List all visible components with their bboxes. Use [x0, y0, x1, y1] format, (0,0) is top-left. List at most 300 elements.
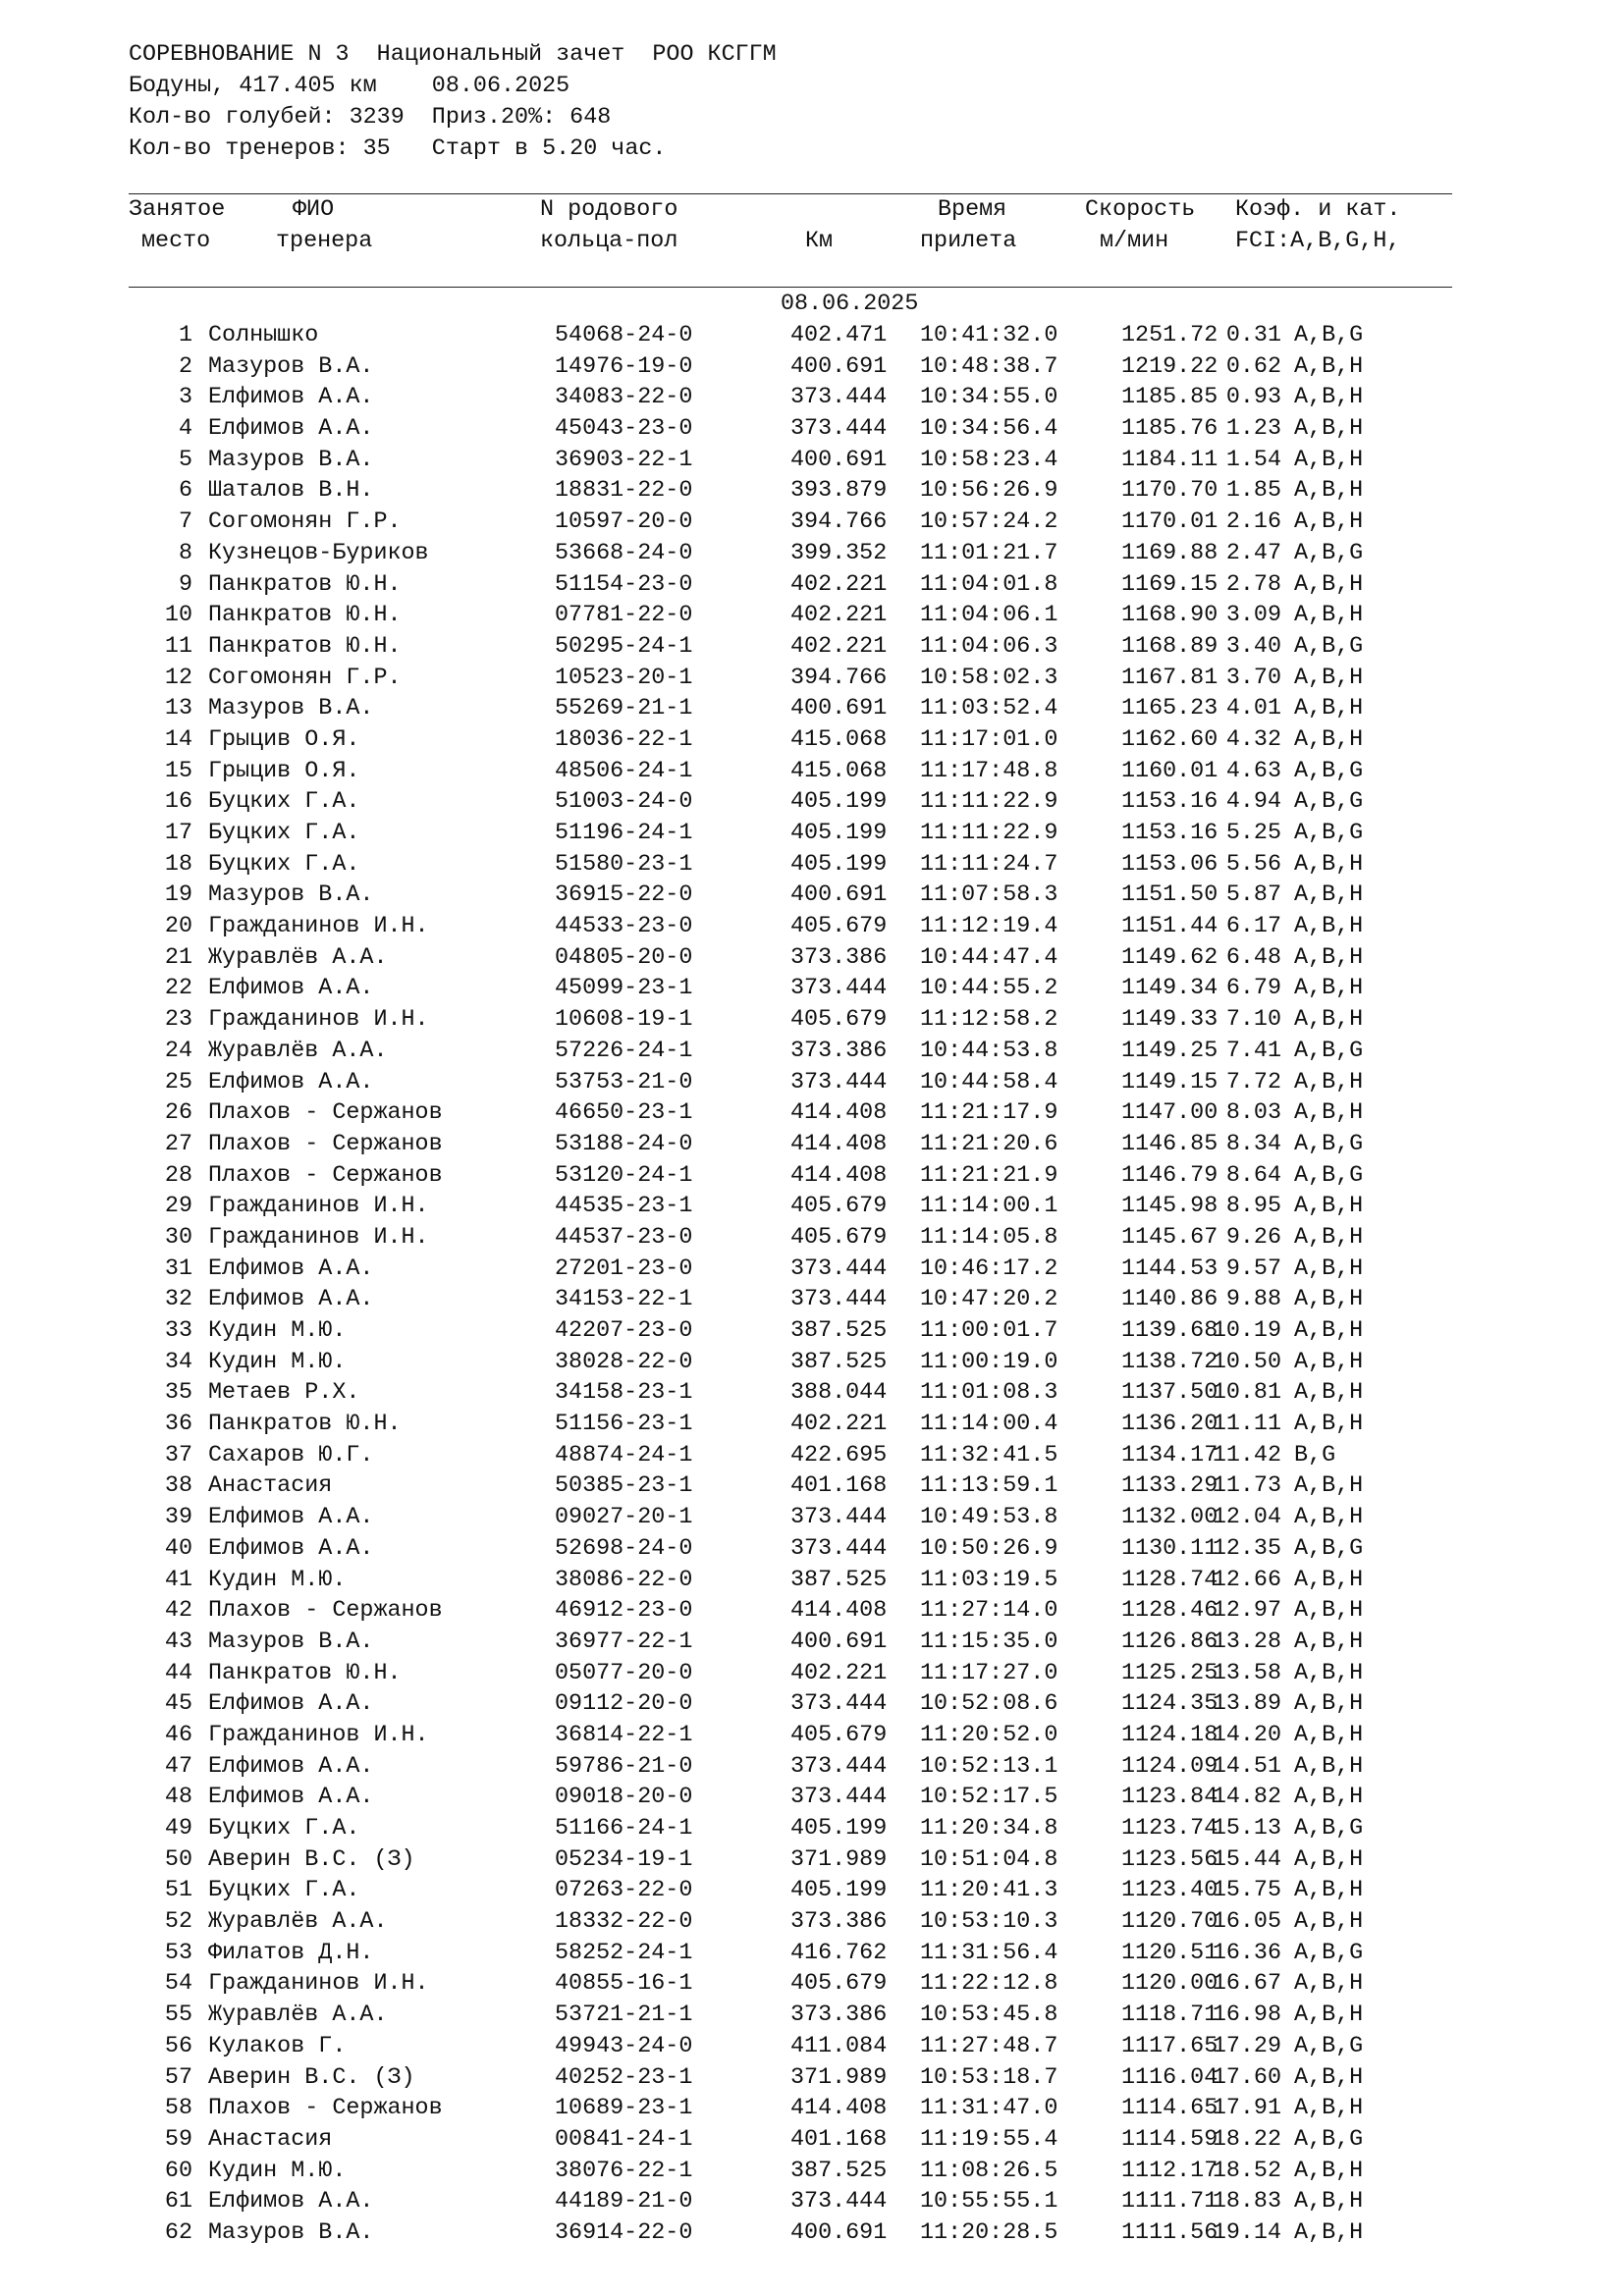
trainer-name-cell: Буцких Г.А. [208, 1878, 360, 1904]
place-cell: 48 [164, 1785, 192, 1811]
place-cell: 40 [164, 1535, 192, 1562]
trainer-name-cell: Гражданинов И.Н. [208, 1971, 429, 1998]
distance-cell: 402.221 [790, 1412, 888, 1438]
table-row [0, 881, 1624, 912]
distance-cell: 373.444 [790, 1785, 888, 1811]
table-row [0, 850, 1624, 881]
category-cell: A,B,H [1294, 2158, 1364, 2184]
ring-number-cell: 52698-24-0 [555, 1535, 693, 1562]
coefficient-cell: 4.32 [1225, 726, 1281, 753]
coefficient-cell: 9.26 [1225, 1224, 1281, 1251]
arrival-time-cell: 11:14:00.4 [920, 1412, 1058, 1438]
category-cell: A,B,H [1294, 416, 1364, 443]
category-cell: A,B,H [1294, 2189, 1364, 2216]
distance-cell: 387.525 [790, 1349, 888, 1375]
release-location-line: Бодуны, 417.405 км 08.06.2025 [129, 74, 570, 99]
speed-cell: 1123.56 [1121, 1846, 1218, 1873]
trainer-name-cell: Кудин М.Ю. [208, 1349, 347, 1375]
table-row [0, 507, 1624, 539]
ring-number-cell: 18036-22-1 [555, 726, 693, 753]
category-cell: A,B,H [1294, 1878, 1364, 1904]
trainer-name-cell: Анастасия [208, 2126, 333, 2153]
speed-cell: 1123.40 [1121, 1878, 1218, 1904]
arrival-time-cell: 11:01:21.7 [920, 540, 1058, 566]
trainer-name-cell: Буцких Г.А. [208, 821, 360, 846]
trainer-name-cell: Метаев Р.Х. [208, 1380, 360, 1407]
place-cell: 7 [178, 509, 192, 536]
coefficient-cell: 11.11 [1212, 1412, 1281, 1438]
coefficient-cell: 14.20 [1212, 1722, 1281, 1748]
distance-cell: 405.679 [790, 1194, 888, 1220]
category-cell: A,B,G [1294, 1131, 1364, 1157]
coefficient-cell: 6.79 [1225, 976, 1281, 1002]
ring-number-cell: 50295-24-1 [555, 633, 693, 660]
coefficient-cell: 15.75 [1212, 1878, 1281, 1904]
distance-cell: 373.444 [790, 1505, 888, 1531]
trainer-name-cell: Грыцив О.Я. [208, 726, 360, 753]
col-coef-1: Коэф. и кат. [1235, 197, 1401, 223]
category-cell: A,B,G [1294, 1535, 1364, 1562]
ring-number-cell: 44537-23-0 [555, 1224, 693, 1251]
category-cell: A,B,G [1294, 323, 1364, 348]
col-km: Км [805, 229, 834, 254]
place-cell: 54 [164, 1971, 192, 1998]
arrival-time-cell: 10:44:58.4 [920, 1069, 1058, 1095]
ring-number-cell: 48506-24-1 [555, 758, 693, 784]
place-cell: 31 [164, 1255, 192, 1282]
speed-cell: 1111.56 [1121, 2219, 1218, 2246]
distance-cell: 373.444 [790, 1069, 888, 1095]
category-cell: A,B,H [1294, 944, 1364, 971]
table-row [0, 1969, 1624, 2001]
table-row [0, 321, 1624, 352]
place-cell: 58 [164, 2096, 192, 2122]
place-cell: 27 [164, 1131, 192, 1157]
place-cell: 34 [164, 1349, 192, 1375]
category-cell: A,B,H [1294, 976, 1364, 1002]
category-cell: A,B,H [1294, 1753, 1364, 1780]
speed-cell: 1112.17 [1121, 2158, 1218, 2184]
trainer-name-cell: Филатов Д.Н. [208, 1940, 374, 1966]
place-cell: 19 [164, 882, 192, 909]
place-cell: 49 [164, 1816, 192, 1842]
category-cell: A,B,H [1294, 1971, 1364, 1998]
trainer-name-cell: Панкратов Ю.Н. [208, 1660, 402, 1686]
trainer-name-cell: Гражданинов И.Н. [208, 914, 429, 940]
table-row [0, 539, 1624, 570]
trainer-name-cell: Панкратов Ю.Н. [208, 633, 402, 660]
ring-number-cell: 14976-19-0 [555, 353, 693, 380]
coefficient-cell: 10.19 [1212, 1318, 1281, 1344]
trainer-name-cell: Елфимов А.А. [208, 1287, 374, 1313]
table-row [0, 2094, 1624, 2125]
distance-cell: 415.068 [790, 758, 888, 784]
table-row [0, 1471, 1624, 1503]
speed-cell: 1153.16 [1121, 821, 1218, 846]
coefficient-cell: 2.78 [1225, 571, 1281, 598]
ring-number-cell: 34158-23-1 [555, 1380, 693, 1407]
place-cell: 12 [164, 665, 192, 691]
category-cell: A,B,H [1294, 2219, 1364, 2246]
place-cell: 5 [178, 447, 192, 473]
category-cell: A,B,H [1294, 1069, 1364, 1095]
arrival-time-cell: 10:48:38.7 [920, 353, 1058, 380]
category-cell: A,B,H [1294, 726, 1364, 753]
arrival-time-cell: 11:11:24.7 [920, 851, 1058, 878]
coefficient-cell: 11.42 [1212, 1442, 1281, 1468]
date-separator [0, 289, 1624, 320]
place-cell: 9 [178, 571, 192, 598]
ring-number-cell: 07263-22-0 [555, 1878, 693, 1904]
speed-cell: 1162.60 [1121, 726, 1218, 753]
place-cell: 35 [164, 1380, 192, 1407]
arrival-time-cell: 11:14:05.8 [920, 1224, 1058, 1251]
category-cell: A,B,H [1294, 571, 1364, 598]
arrival-time-cell: 11:04:06.3 [920, 633, 1058, 660]
category-cell: A,B,H [1294, 1194, 1364, 1220]
category-cell: A,B,G [1294, 540, 1364, 566]
category-cell: A,B,H [1294, 914, 1364, 940]
category-cell: A,B,H [1294, 1007, 1364, 1034]
ring-number-cell: 53120-24-1 [555, 1162, 693, 1189]
category-cell: A,B,H [1294, 2064, 1364, 2091]
arrival-time-cell: 11:21:21.9 [920, 1162, 1058, 1189]
ring-number-cell: 51154-23-0 [555, 571, 693, 598]
ring-number-cell: 54068-24-0 [555, 323, 693, 348]
coefficient-cell: 4.94 [1225, 789, 1281, 816]
table-row [0, 1721, 1624, 1752]
table-row [0, 1410, 1624, 1441]
arrival-time-cell: 10:56:26.9 [920, 478, 1058, 505]
trainer-name-cell: Шаталов В.Н. [208, 478, 374, 505]
place-cell: 29 [164, 1194, 192, 1220]
distance-cell: 373.444 [790, 1535, 888, 1562]
arrival-time-cell: 10:52:13.1 [920, 1753, 1058, 1780]
ring-number-cell: 36903-22-1 [555, 447, 693, 473]
col-name-1: ФИО [293, 197, 335, 223]
place-cell: 13 [164, 696, 192, 722]
trainer-name-cell: Мазуров В.А. [208, 1629, 374, 1655]
speed-cell: 1116.04 [1121, 2064, 1218, 2091]
category-cell: A,B,H [1294, 882, 1364, 909]
trainer-name-cell: Согомонян Г.Р. [208, 509, 402, 536]
trainer-name-cell: Гражданинов И.Н. [208, 1007, 429, 1034]
distance-cell: 416.762 [790, 1940, 888, 1966]
arrival-time-cell: 11:22:12.8 [920, 1971, 1058, 1998]
ring-number-cell: 09112-20-0 [555, 1691, 693, 1718]
distance-cell: 387.525 [790, 2158, 888, 2184]
distance-cell: 399.352 [790, 540, 888, 566]
speed-cell: 1144.53 [1121, 1255, 1218, 1282]
place-cell: 50 [164, 1846, 192, 1873]
arrival-time-cell: 10:51:04.8 [920, 1846, 1058, 1873]
place-cell: 56 [164, 2033, 192, 2059]
coefficient-cell: 13.58 [1212, 1660, 1281, 1686]
distance-cell: 402.221 [790, 571, 888, 598]
distance-cell: 373.386 [790, 944, 888, 971]
arrival-time-cell: 10:41:32.0 [920, 323, 1058, 348]
coefficient-cell: 6.48 [1225, 944, 1281, 971]
category-cell: A,B,G [1294, 2126, 1364, 2153]
table-row [0, 2032, 1624, 2063]
distance-cell: 405.199 [790, 1878, 888, 1904]
table-row [0, 2187, 1624, 2218]
table-row [0, 1876, 1624, 1907]
category-cell: A,B,H [1294, 1691, 1364, 1718]
col-ring-2: кольца-пол [540, 229, 678, 254]
place-cell: 1 [178, 323, 192, 348]
speed-cell: 1153.16 [1121, 789, 1218, 816]
ring-number-cell: 40252-23-1 [555, 2064, 693, 2091]
ring-number-cell: 38086-22-0 [555, 1567, 693, 1593]
table-row [0, 664, 1624, 695]
speed-cell: 1123.74 [1121, 1816, 1218, 1842]
speed-cell: 1114.59 [1121, 2126, 1218, 2153]
arrival-time-cell: 11:01:08.3 [920, 1380, 1058, 1407]
arrival-time-cell: 10:49:53.8 [920, 1505, 1058, 1531]
arrival-time-cell: 11:19:55.4 [920, 2126, 1058, 2153]
col-ring-1: N родового [540, 197, 678, 223]
speed-cell: 1184.11 [1121, 447, 1218, 473]
speed-cell: 1120.70 [1121, 1909, 1218, 1936]
coefficient-cell: 13.89 [1212, 1691, 1281, 1718]
category-cell: A,B,H [1294, 1255, 1364, 1282]
trainer-name-cell: Журавлёв А.А. [208, 1038, 388, 1064]
speed-cell: 1170.01 [1121, 509, 1218, 536]
table-row [0, 1628, 1624, 1659]
coefficient-cell: 12.35 [1212, 1535, 1281, 1562]
arrival-time-cell: 10:34:56.4 [920, 416, 1058, 443]
table-row [0, 1689, 1624, 1721]
arrival-time-cell: 10:44:47.4 [920, 944, 1058, 971]
category-cell: A,B,H [1294, 1660, 1364, 1686]
table-row [0, 757, 1624, 788]
trainer-name-cell: Солнышко [208, 323, 319, 348]
coefficient-cell: 17.60 [1212, 2064, 1281, 2091]
coefficient-cell: 4.01 [1225, 696, 1281, 722]
arrival-time-cell: 11:08:26.5 [920, 2158, 1058, 2184]
ring-number-cell: 36914-22-0 [555, 2219, 693, 2246]
trainer-name-cell: Сахаров Ю.Г. [208, 1442, 374, 1468]
col-speed-1: Скорость [1085, 197, 1196, 223]
table-row [0, 694, 1624, 725]
speed-cell: 1149.62 [1121, 944, 1218, 971]
place-cell: 62 [164, 2219, 192, 2246]
coefficient-cell: 15.13 [1212, 1816, 1281, 1842]
category-cell: A,B,G [1294, 1038, 1364, 1064]
category-cell: A,B,H [1294, 1412, 1364, 1438]
distance-cell: 393.879 [790, 478, 888, 505]
coefficient-cell: 18.83 [1212, 2189, 1281, 2216]
ring-number-cell: 48874-24-1 [555, 1442, 693, 1468]
speed-cell: 1134.17 [1121, 1442, 1218, 1468]
distance-cell: 388.044 [790, 1380, 888, 1407]
category-cell: A,B,G [1294, 1940, 1364, 1966]
coefficient-cell: 17.29 [1212, 2033, 1281, 2059]
arrival-time-cell: 10:47:20.2 [920, 1287, 1058, 1313]
coefficient-cell: 12.66 [1212, 1567, 1281, 1593]
ring-number-cell: 55269-21-1 [555, 696, 693, 722]
ring-number-cell: 00841-24-1 [555, 2126, 693, 2153]
table-row [0, 1378, 1624, 1410]
distance-cell: 414.408 [790, 1162, 888, 1189]
category-cell: A,B,G [1294, 1162, 1364, 1189]
coefficient-cell: 16.98 [1212, 2002, 1281, 2029]
arrival-time-cell: 10:53:10.3 [920, 1909, 1058, 1936]
table-row [0, 1130, 1624, 1161]
distance-cell: 405.199 [790, 1816, 888, 1842]
place-cell: 60 [164, 2158, 192, 2184]
arrival-time-cell: 11:15:35.0 [920, 1629, 1058, 1655]
col-time-1: Время [938, 197, 1007, 223]
trainer-name-cell: Мазуров В.А. [208, 2219, 374, 2246]
place-cell: 38 [164, 1473, 192, 1500]
speed-cell: 1149.33 [1121, 1007, 1218, 1034]
table-row [0, 1098, 1624, 1130]
ring-number-cell: 51003-24-0 [555, 789, 693, 816]
place-cell: 3 [178, 385, 192, 411]
category-cell: A,B,H [1294, 447, 1364, 473]
speed-cell: 1147.00 [1121, 1100, 1218, 1127]
trainer-name-cell: Мазуров В.А. [208, 696, 374, 722]
ring-number-cell: 18332-22-0 [555, 1909, 693, 1936]
ring-number-cell: 53753-21-0 [555, 1069, 693, 1095]
speed-cell: 1149.25 [1121, 1038, 1218, 1064]
category-cell: A,B,H [1294, 353, 1364, 380]
speed-cell: 1133.29 [1121, 1473, 1218, 1500]
arrival-time-cell: 11:11:22.9 [920, 821, 1058, 846]
table-row [0, 2218, 1624, 2250]
speed-cell: 1124.35 [1121, 1691, 1218, 1718]
category-cell: A,B,H [1294, 1224, 1364, 1251]
ring-number-cell: 50385-23-1 [555, 1473, 693, 1500]
table-row [0, 352, 1624, 384]
category-cell: A,B,H [1294, 851, 1364, 878]
table-row [0, 1441, 1624, 1472]
coefficient-cell: 7.72 [1225, 1069, 1281, 1095]
table-row [0, 1939, 1624, 1970]
distance-cell: 402.221 [790, 633, 888, 660]
distance-cell: 405.679 [790, 1971, 888, 1998]
table-row [0, 1783, 1624, 1814]
ring-number-cell: 53668-24-0 [555, 540, 693, 566]
speed-cell: 1120.51 [1121, 1940, 1218, 1966]
coefficient-cell: 1.23 [1225, 416, 1281, 443]
place-cell: 16 [164, 789, 192, 816]
table-row [0, 1503, 1624, 1534]
place-cell: 32 [164, 1287, 192, 1313]
distance-cell: 414.408 [790, 2096, 888, 2122]
place-cell: 10 [164, 603, 192, 629]
ring-number-cell: 53188-24-0 [555, 1131, 693, 1157]
distance-cell: 414.408 [790, 1100, 888, 1127]
trainer-name-cell: Елфимов А.А. [208, 1535, 374, 1562]
speed-cell: 1169.88 [1121, 540, 1218, 566]
arrival-time-cell: 11:17:01.0 [920, 726, 1058, 753]
ring-number-cell: 45099-23-1 [555, 976, 693, 1002]
trainer-name-cell: Гражданинов И.Н. [208, 1722, 429, 1748]
distance-cell: 405.679 [790, 914, 888, 940]
category-cell: A,B,H [1294, 1785, 1364, 1811]
distance-cell: 400.691 [790, 2219, 888, 2246]
table-row [0, 1005, 1624, 1037]
distance-cell: 402.471 [790, 323, 888, 348]
arrival-time-cell: 11:03:19.5 [920, 1567, 1058, 1593]
table-row [0, 1192, 1624, 1223]
ring-number-cell: 40855-16-1 [555, 1971, 693, 1998]
table-row [0, 1285, 1624, 1316]
coefficient-cell: 16.05 [1212, 1909, 1281, 1936]
speed-cell: 1126.86 [1121, 1629, 1218, 1655]
table-row [0, 383, 1624, 414]
ring-number-cell: 42207-23-0 [555, 1318, 693, 1344]
trainer-name-cell: Плахов - Сержанов [208, 1162, 443, 1189]
speed-cell: 1123.84 [1121, 1785, 1218, 1811]
speed-cell: 1138.72 [1121, 1349, 1218, 1375]
ring-number-cell: 27201-23-0 [555, 1255, 693, 1282]
speed-cell: 1146.79 [1121, 1162, 1218, 1189]
speed-cell: 1145.67 [1121, 1224, 1218, 1251]
place-cell: 43 [164, 1629, 192, 1655]
coefficient-cell: 12.04 [1212, 1505, 1281, 1531]
speed-cell: 1117.65 [1121, 2033, 1218, 2059]
arrival-time-cell: 10:44:55.2 [920, 976, 1058, 1002]
coefficient-cell: 0.31 [1225, 323, 1281, 348]
speed-cell: 1124.18 [1121, 1722, 1218, 1748]
place-cell: 6 [178, 478, 192, 505]
category-cell: A,B,G [1294, 2033, 1364, 2059]
trainer-name-cell: Буцких Г.А. [208, 789, 360, 816]
table-row [0, 787, 1624, 819]
table-row [0, 2125, 1624, 2157]
distance-cell: 387.525 [790, 1567, 888, 1593]
speed-cell: 1118.71 [1121, 2002, 1218, 2029]
coefficient-cell: 4.63 [1225, 758, 1281, 784]
speed-cell: 1170.70 [1121, 478, 1218, 505]
speed-cell: 1151.50 [1121, 882, 1218, 909]
ring-number-cell: 51166-24-1 [555, 1816, 693, 1842]
distance-cell: 373.444 [790, 1287, 888, 1313]
arrival-time-cell: 11:21:20.6 [920, 1131, 1058, 1157]
speed-cell: 1136.20 [1121, 1412, 1218, 1438]
speed-cell: 1114.65 [1121, 2096, 1218, 2122]
arrival-time-cell: 11:07:58.3 [920, 882, 1058, 909]
arrival-time-cell: 11:03:52.4 [920, 696, 1058, 722]
table-row [0, 1348, 1624, 1379]
table-row [0, 912, 1624, 943]
ring-number-cell: 46912-23-0 [555, 1598, 693, 1625]
category-cell: A,B,H [1294, 1722, 1364, 1748]
arrival-time-cell: 11:00:19.0 [920, 1349, 1058, 1375]
place-cell: 23 [164, 1007, 192, 1034]
distance-cell: 373.444 [790, 1691, 888, 1718]
trainer-name-cell: Журавлёв А.А. [208, 2002, 388, 2029]
place-cell: 2 [178, 353, 192, 380]
distance-cell: 405.199 [790, 821, 888, 846]
trainer-name-cell: Елфимов А.А. [208, 2189, 374, 2216]
place-cell: 59 [164, 2126, 192, 2153]
category-cell: A,B,H [1294, 1287, 1364, 1313]
ring-number-cell: 09027-20-1 [555, 1505, 693, 1531]
pigeon-count-line: Кол-во голубей: 3239 Приз.20%: 648 [129, 105, 612, 131]
arrival-time-cell: 11:04:01.8 [920, 571, 1058, 598]
trainer-name-cell: Кудин М.Ю. [208, 1567, 347, 1593]
place-cell: 36 [164, 1412, 192, 1438]
ring-number-cell: 07781-22-0 [555, 603, 693, 629]
coefficient-cell: 0.62 [1225, 353, 1281, 380]
category-cell: A,B,H [1294, 1380, 1364, 1407]
category-cell: B,G [1294, 1442, 1336, 1468]
